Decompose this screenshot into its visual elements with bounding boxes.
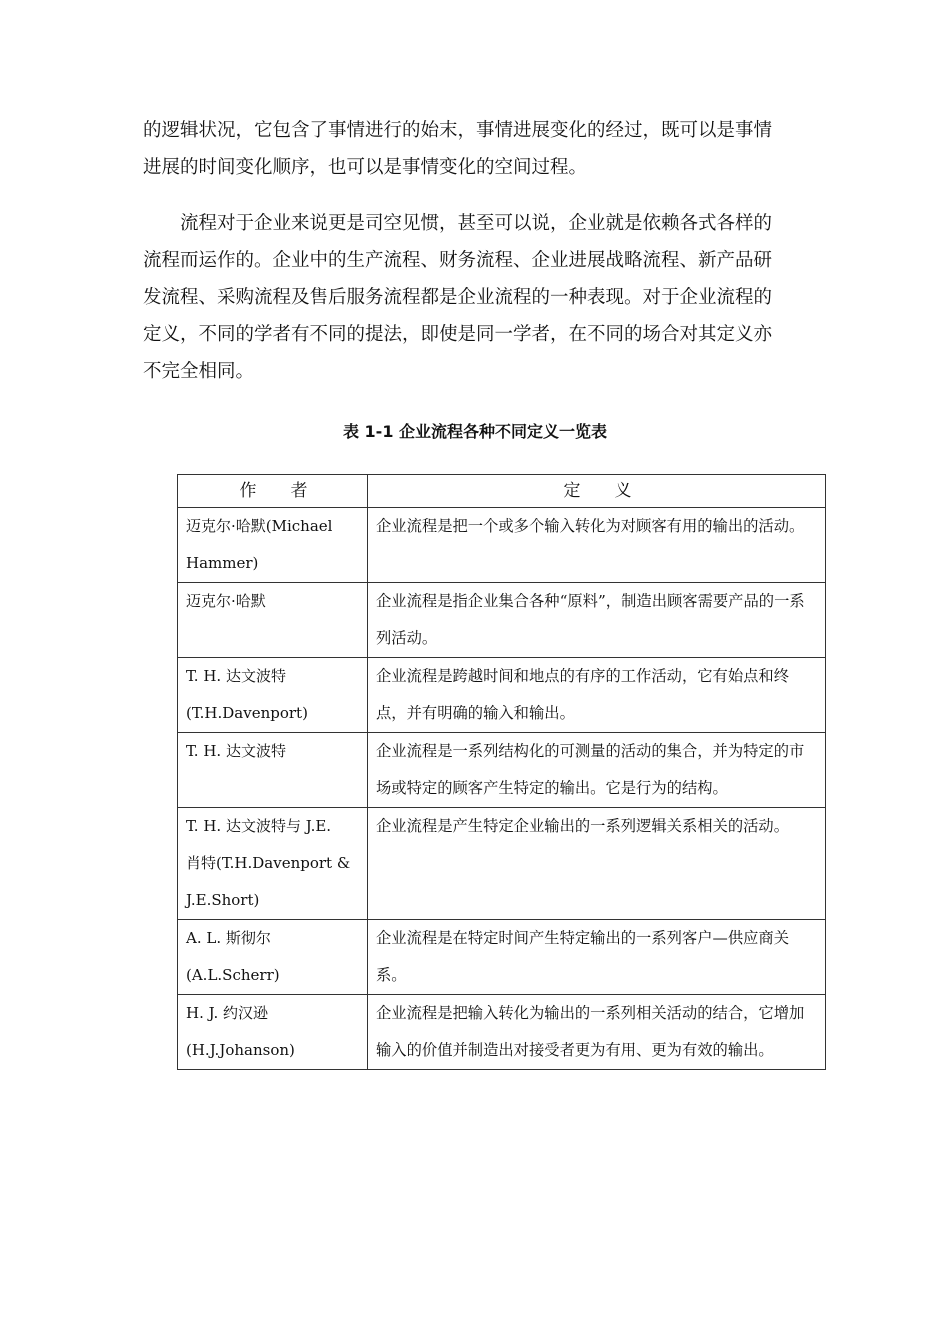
paragraph-line: 定义，不同的学者有不同的提法，即使是同一学者，在不同的场合对其定义亦 <box>143 324 773 345</box>
header-definition: 定 义 <box>368 475 826 508</box>
definition-cell: 企业流程是跨越时间和地点的有序的工作活动，它有始点和终点，并有明确的输入和输出。 <box>368 658 826 733</box>
definitions-table <box>177 474 826 1070</box>
author-cell <box>178 808 368 920</box>
table-row <box>178 583 826 658</box>
table-row <box>178 995 826 1070</box>
author-line: Hammer) <box>186 554 259 572</box>
definition-cell: 企业流程是把一个或多个输入转化为对顾客有用的输出的活动。 <box>368 508 826 583</box>
author-cell <box>178 583 368 658</box>
author-line: A. L. 斯彻尔 <box>186 929 271 947</box>
author-line: 迈克尔·哈默(Michael <box>186 517 333 535</box>
author-line: T. H. 达文波特 <box>186 667 286 685</box>
definition-cell: 企业流程是把输入转化为输出的一系列相关活动的结合，它增加输入的价值并制造出对接受者更为有用、更为有效的输出。 <box>368 995 826 1070</box>
table-row <box>178 808 826 920</box>
paragraph-continuation <box>143 112 808 186</box>
definition-cell: 企业流程是在特定时间产生特定输出的一系列客户—供应商关系。 <box>368 920 826 995</box>
table-header-row <box>178 475 826 508</box>
author-line: (A.L.Scherr) <box>186 966 280 984</box>
author-cell <box>178 733 368 808</box>
table-row <box>178 658 826 733</box>
author-line: (H.J.Johanson) <box>186 1041 295 1059</box>
author-line: T. H. 达文波特 <box>186 742 286 760</box>
author-cell <box>178 920 368 995</box>
author-cell <box>178 508 368 583</box>
table-caption: 表 1-1 企业流程各种不同定义一览表 <box>342 422 608 441</box>
table-row <box>178 920 826 995</box>
table-row <box>178 508 826 583</box>
author-cell <box>178 658 368 733</box>
author-line: (T.H.Davenport) <box>186 704 308 722</box>
author-cell <box>178 995 368 1070</box>
author-line: H. J. 约汉逊 <box>186 1004 269 1022</box>
definition-cell: 企业流程是一系列结构化的可测量的活动的集合，并为特定的市场或特定的顾客产生特定的输出。它是行为的结构。 <box>368 733 826 808</box>
paragraph-line: 流程对于企业来说更是司空见惯，甚至可以说，企业就是依赖各式各样的 <box>143 213 773 234</box>
definition-cell: 企业流程是指企业集合各种“原料”，制造出顾客需要产品的一系列活动。 <box>368 583 826 658</box>
author-line: 肖特(T.H.Davenport & <box>186 854 351 872</box>
paragraph-line: 进展的时间变化顺序，也可以是事情变化的空间过程。 <box>143 157 588 178</box>
paragraph-line: 不完全相同。 <box>143 361 255 382</box>
author-line: T. H. 达文波特与 J.E. <box>186 817 332 835</box>
paragraph-enterprise-process <box>143 205 808 390</box>
definition-cell: 企业流程是产生特定企业输出的一系列逻辑关系相关的活动。 <box>368 808 826 920</box>
paragraph-line: 发流程、采购流程及售后服务流程都是企业流程的一种表现。对于企业流程的 <box>143 287 773 308</box>
author-line: 迈克尔·哈默 <box>186 592 266 610</box>
paragraph-line: 流程而运作的。企业中的生产流程、财务流程、企业进展战略流程、新产品研 <box>143 250 773 271</box>
author-line: J.E.Short) <box>186 891 260 909</box>
table-row <box>178 733 826 808</box>
paragraph-line: 的逻辑状况，它包含了事情进行的始末，事情进展变化的经过，既可以是事情 <box>143 120 773 141</box>
header-author: 作 者 <box>178 475 368 508</box>
